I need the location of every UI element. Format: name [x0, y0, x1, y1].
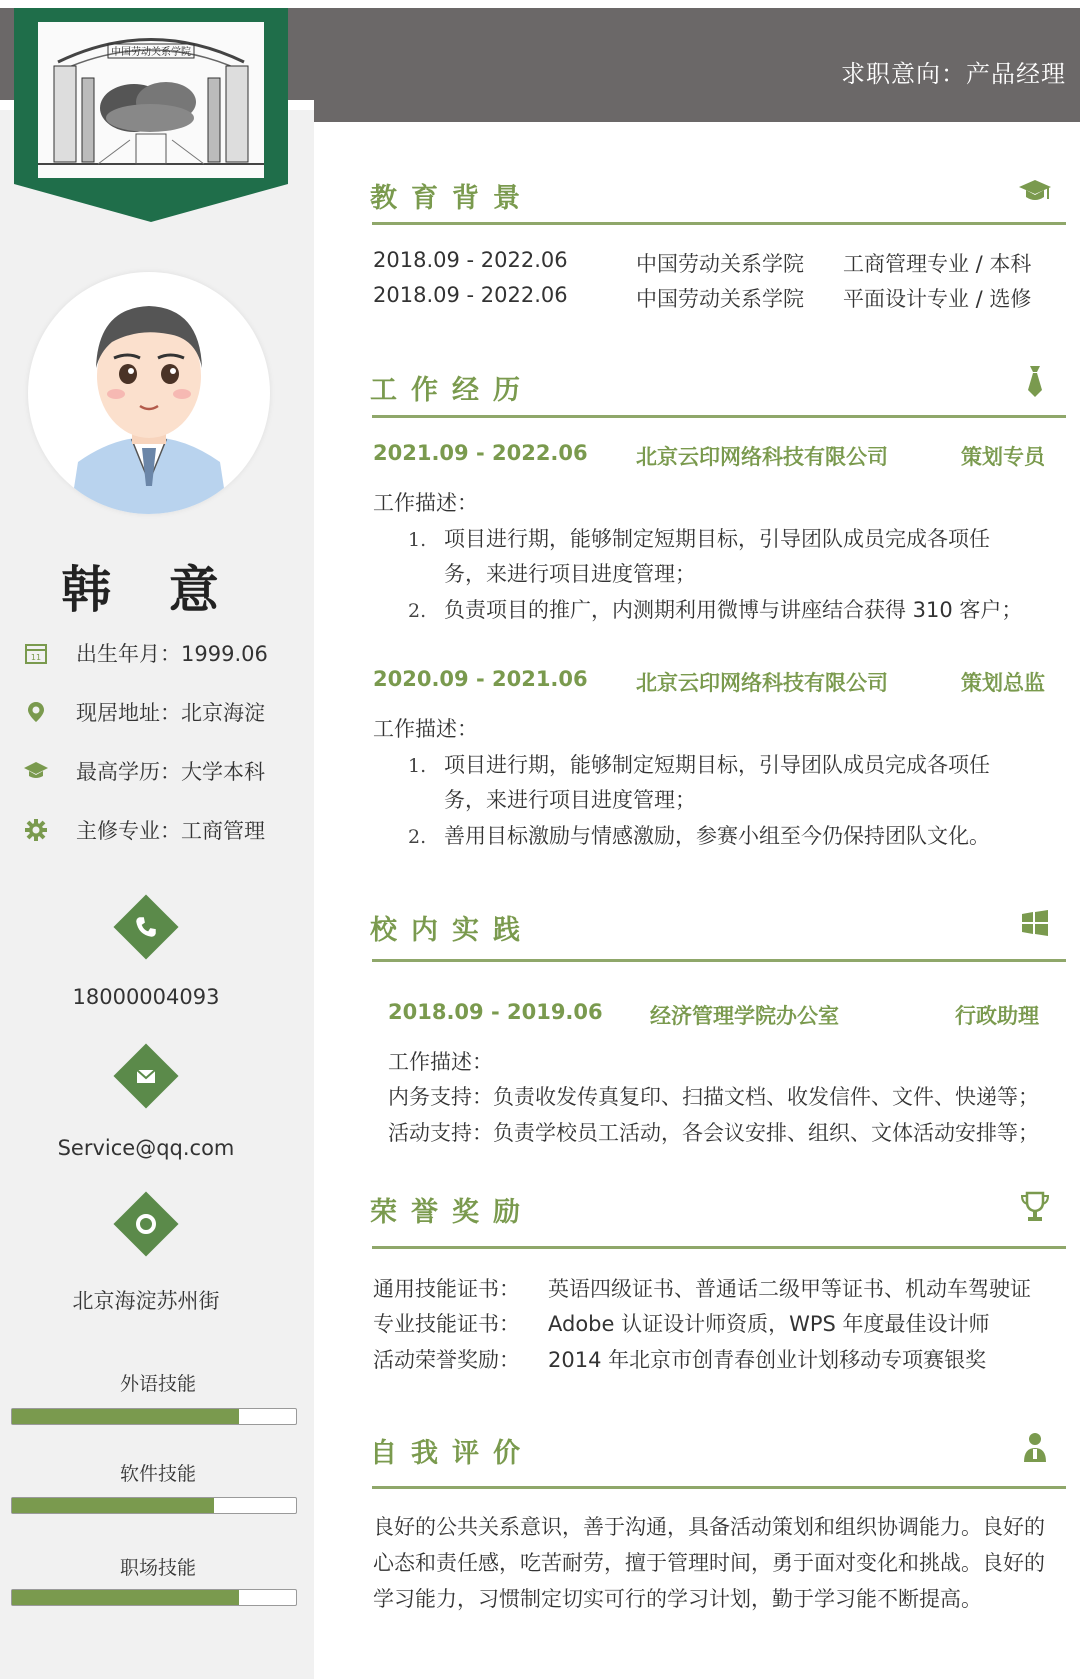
- job-company: 北京云印网络科技有限公司: [636, 671, 888, 695]
- edu-major: 平面设计专业 / 选修: [843, 287, 1032, 311]
- email-address: Service@qq.com: [57, 1136, 235, 1160]
- candidate-name: 韩 意: [61, 560, 239, 619]
- item-number: 2.: [408, 600, 427, 622]
- graduation-cap-icon: [22, 757, 50, 785]
- skill-bar: [11, 1408, 297, 1425]
- graduation-cap-icon: [1018, 174, 1052, 208]
- envelope-icon: [123, 1053, 169, 1099]
- email-diamond: [113, 1043, 178, 1108]
- campus-desc-label: 工作描述：: [388, 1050, 493, 1074]
- award-label: 通用技能证书：: [373, 1277, 520, 1301]
- job-period: 2021.09 - 2022.06: [373, 441, 588, 465]
- section-divider: [372, 1486, 1066, 1489]
- svg-text:中国劳动关系学院: 中国劳动关系学院: [111, 47, 191, 58]
- campus-gate-image: [38, 22, 264, 178]
- edu-school: 中国劳动关系学院: [636, 287, 804, 311]
- item-number: 2.: [408, 826, 427, 848]
- phone-diamond: [113, 894, 178, 959]
- skill-label: 软件技能: [119, 1463, 196, 1485]
- job-desc-item: [408, 522, 990, 558]
- award-value: Adobe 认证设计师资质，WPS 年度最佳设计师: [548, 1312, 990, 1336]
- award-label: 专业技能证书：: [373, 1312, 520, 1336]
- item-number: 1.: [408, 755, 427, 777]
- info-label: 出生年月：: [76, 642, 181, 666]
- info-address: [22, 697, 265, 727]
- section-title-self: 自我评价: [370, 1438, 534, 1469]
- calendar-icon: [22, 639, 50, 667]
- section-title-education: 教育背景: [370, 183, 534, 214]
- info-birth: [22, 638, 268, 668]
- item-text: 项目进行期，能够制定短期目标，引导团队成员完成各项任: [444, 527, 990, 551]
- item-text: 善用目标激励与情感激励，参赛小组至今仍保持团队文化。: [444, 824, 990, 848]
- edu-school: 中国劳动关系学院: [636, 252, 804, 276]
- section-title-awards: 荣誉奖励: [370, 1197, 534, 1228]
- phone-icon: [123, 904, 169, 950]
- item-number: 1.: [408, 529, 427, 551]
- item-text: 项目进行期，能够制定短期目标，引导团队成员完成各项任: [444, 753, 990, 777]
- campus-badge: [14, 8, 288, 222]
- location-ring-icon: [123, 1201, 169, 1247]
- skill-fill: [12, 1498, 214, 1513]
- skill-fill: [12, 1590, 239, 1605]
- skill-bar: [11, 1589, 297, 1606]
- section-divider: [372, 222, 1066, 225]
- job-desc-label: 工作描述：: [373, 717, 478, 741]
- section-title-work: 工作经历: [370, 375, 534, 406]
- job-target: 求职意向：产品经理: [841, 60, 1066, 88]
- info-value: 北京海淀: [181, 701, 265, 725]
- info-major: [22, 815, 265, 845]
- edu-period: 2018.09 - 2022.06: [373, 248, 568, 272]
- info-value: 工商管理: [181, 819, 265, 843]
- edu-period: 2018.09 - 2022.06: [373, 283, 568, 307]
- info-value: 1999.06: [181, 642, 268, 666]
- campus-desc-line: 内务支持：负责收发传真复印、扫描文档、收发信件、文件、快递等；: [388, 1085, 1039, 1109]
- job-desc-item-cont: 务，来进行项目进度管理；: [444, 562, 696, 586]
- section-divider: [372, 415, 1066, 418]
- edu-major: 工商管理专业 / 本科: [843, 252, 1032, 276]
- person-icon: [1018, 1430, 1052, 1464]
- campus-role: 行政助理: [955, 1004, 1039, 1028]
- job-desc-item: [408, 748, 990, 784]
- avatar: [28, 272, 270, 514]
- svg-text:11: 11: [30, 653, 42, 662]
- job-desc-item: [408, 819, 990, 855]
- self-eval-line: 良好的公共关系意识，善于沟通，具备活动策划和组织协调能力。良好的: [373, 1515, 1045, 1539]
- award-value: 2014 年北京市创青春创业计划移动专项赛银奖: [548, 1348, 987, 1372]
- info-value: 大学本科: [181, 760, 265, 784]
- skill-label: 职场技能: [119, 1557, 196, 1579]
- campus-period: 2018.09 - 2019.06: [388, 1000, 603, 1024]
- self-eval-line: 心态和责任感，吃苦耐劳，擅于管理时间，勇于面对变化和挑战。良好的: [373, 1551, 1045, 1575]
- section-divider: [372, 959, 1066, 962]
- section-divider: [372, 1246, 1066, 1249]
- info-label: 最高学历：: [76, 760, 181, 784]
- job-desc-item: [408, 593, 1022, 629]
- job-desc-item-cont: 务，来进行项目进度管理；: [444, 788, 696, 812]
- skill-bar: [11, 1497, 297, 1514]
- header-band: [314, 8, 1080, 122]
- windows-grid-icon: [1018, 906, 1052, 940]
- job-desc-label: 工作描述：: [373, 491, 478, 515]
- phone-number: 18000004093: [72, 985, 220, 1009]
- home-address: 北京海淀苏州街: [72, 1289, 220, 1313]
- section-title-campus: 校内实践: [370, 915, 534, 946]
- location-pin-icon: [22, 698, 50, 726]
- job-period: 2020.09 - 2021.06: [373, 667, 588, 691]
- campus-desc-line: 活动支持：负责学校员工活动，各会议安排、组织、文体活动安排等；: [388, 1121, 1039, 1145]
- skill-label: 外语技能: [119, 1373, 196, 1395]
- award-label: 活动荣誉奖励：: [373, 1348, 520, 1372]
- necktie-icon: [1018, 364, 1052, 398]
- trophy-icon: [1018, 1190, 1052, 1224]
- address-diamond: [113, 1191, 178, 1256]
- info-education: [22, 756, 265, 786]
- campus-org: 经济管理学院办公室: [650, 1004, 839, 1028]
- gear-icon: [22, 816, 50, 844]
- info-label: 现居地址：: [76, 701, 181, 725]
- skill-fill: [12, 1409, 239, 1424]
- item-text: 负责项目的推广，内测期利用微博与讲座结合获得 310 客户；: [444, 598, 1023, 622]
- job-role: 策划专员: [961, 445, 1045, 469]
- self-eval-line: 学习能力，习惯制定切实可行的学习计划，勤于学习能不断提高。: [373, 1587, 982, 1611]
- info-label: 主修专业：: [76, 819, 181, 843]
- job-role: 策划总监: [961, 671, 1045, 695]
- job-company: 北京云印网络科技有限公司: [636, 445, 888, 469]
- award-value: 英语四级证书、普通话二级甲等证书、机动车驾驶证: [548, 1277, 1031, 1301]
